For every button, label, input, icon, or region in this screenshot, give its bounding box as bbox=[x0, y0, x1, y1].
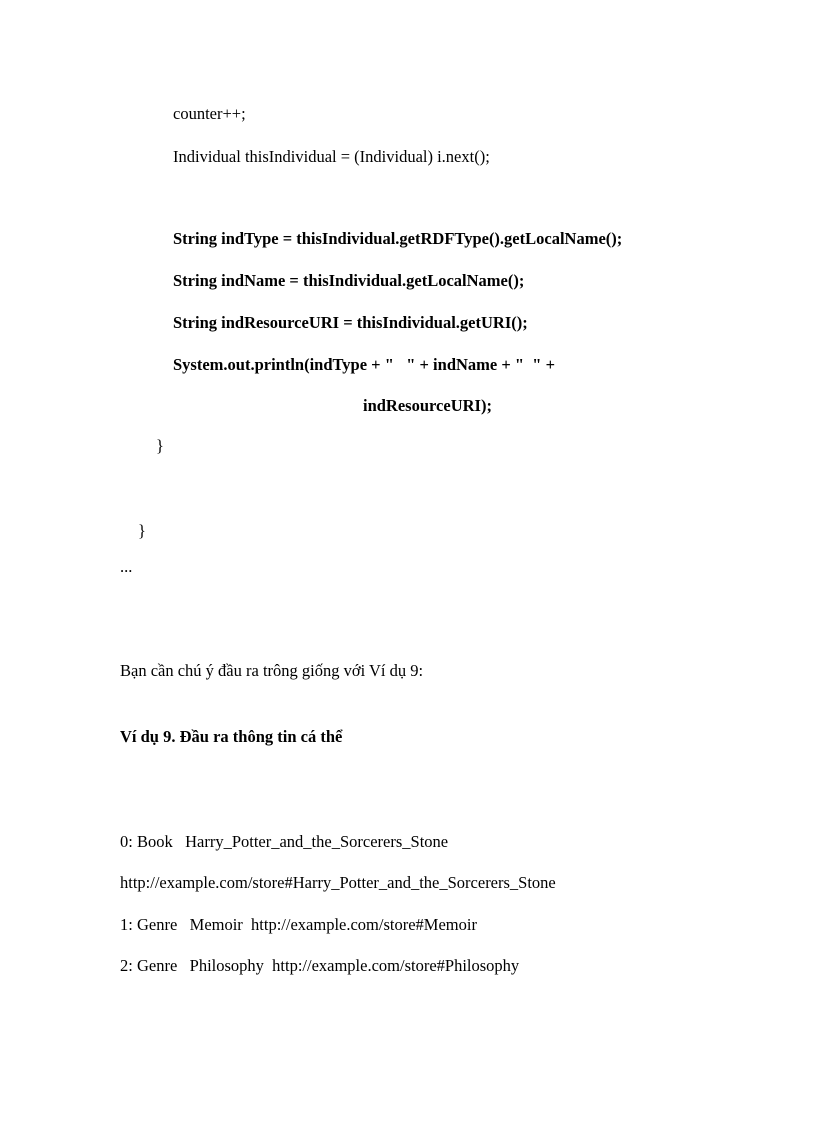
code-line-indname: String indName = thisIndividual.getLocalName(); bbox=[173, 271, 525, 290]
code-line-indresourceuri: String indResourceURI = thisIndividual.getURI(); bbox=[173, 313, 528, 332]
output-line-memoir: 1: Genre Memoir http://example.com/store#Memoir bbox=[120, 915, 477, 934]
code-line-indtype: String indType = thisIndividual.getRDFType().getLocalName(); bbox=[173, 229, 623, 248]
code-line-println-continuation: indResourceURI); bbox=[363, 396, 492, 415]
code-line-individual: Individual thisIndividual = (Individual) i.next(); bbox=[173, 147, 490, 166]
output-line-book-uri: http://example.com/store#Harry_Potter_and_the_Sorcerers_Stone bbox=[120, 873, 556, 892]
output-line-philosophy: 2: Genre Philosophy http://example.com/store#Philosophy bbox=[120, 956, 520, 975]
code-line-println: System.out.println(indType + " " + indName + " " + bbox=[173, 355, 555, 374]
output-line-book: 0: Book Harry_Potter_and_the_Sorcerers_Stone bbox=[120, 832, 449, 851]
code-closing-brace-outer: } bbox=[138, 521, 146, 540]
code-line-counter: counter++; bbox=[173, 104, 246, 123]
code-closing-brace-inner: } bbox=[156, 436, 164, 455]
paragraph-note: Bạn cần chú ý đầu ra trông giống với Ví dụ 9: bbox=[120, 661, 424, 680]
example-9-heading: Ví dụ 9. Đầu ra thông tin cá thể bbox=[120, 727, 343, 746]
code-ellipsis: ... bbox=[120, 557, 133, 576]
